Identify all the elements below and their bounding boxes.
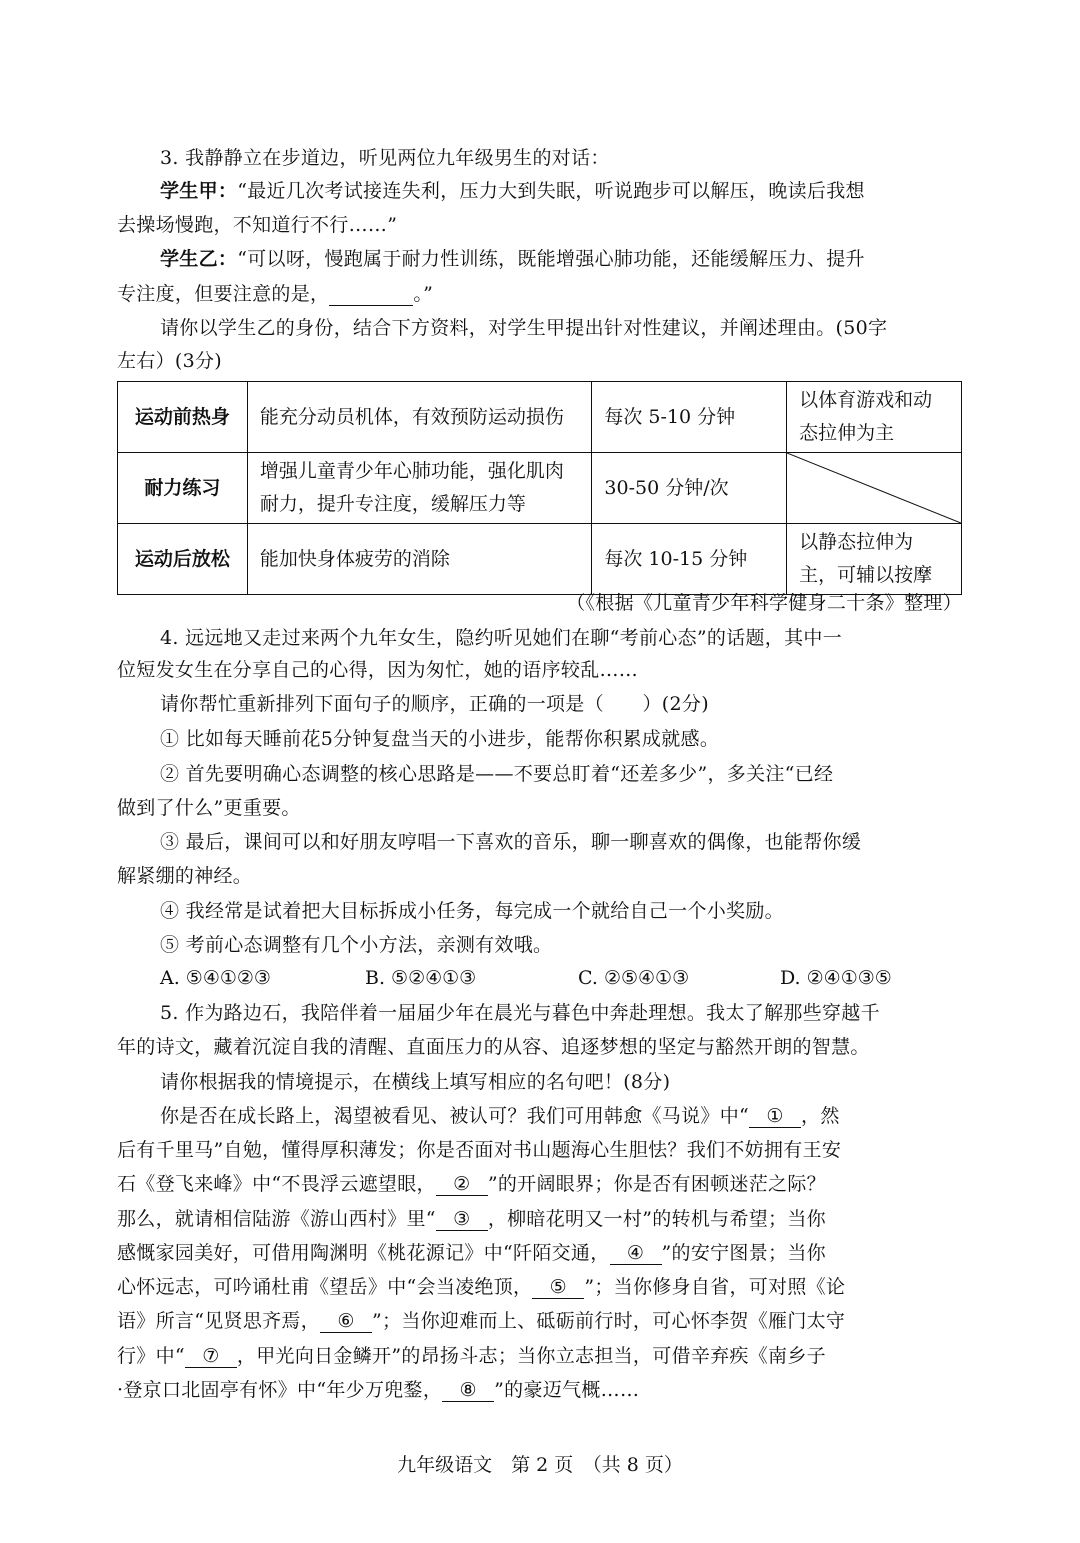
q4-sentence-3-line2: 解紧绷的神经。	[117, 865, 253, 887]
text: ”的开阔眼界；你是否有困顿迷茫之际？	[487, 1173, 826, 1195]
student-a-label: 学生甲：	[160, 180, 238, 202]
blank-7[interactable]: ⑦	[185, 1345, 237, 1368]
option-b[interactable]: B. ⑤②④①③	[365, 967, 477, 989]
q4-task: 请你帮忙重新排列下面句子的顺序，正确的一项是（ ）(2分)	[160, 693, 709, 715]
q3-student-b-line2	[117, 281, 433, 307]
q5-task: 请你根据我的情境提示，在横线上填写相应的名句吧！(8分)	[160, 1071, 671, 1093]
q4-sentence-2-line1: ② 首先要明确心态调整的核心思路是——不要总盯着“还差多少”，多关注“已经	[160, 763, 834, 785]
blank-4[interactable]: ④	[610, 1242, 662, 1265]
page-footer: 九年级语文 第 2 页 （共 8 页）	[397, 1454, 683, 1476]
q5-para-line8	[117, 1343, 826, 1369]
text: 感慨家园美好，可借用陶渊明《桃花源记》中“阡陌交通，	[117, 1242, 610, 1264]
q4-sentence-2-line2: 做到了什么”更重要。	[117, 797, 301, 819]
q4-sentence-5: ⑤ 考前心态调整有几个小方法，亲测有效哦。	[160, 934, 553, 956]
q4-sentence-3-line1: ③ 最后，课间可以和好朋友哼唱一下喜欢的音乐，聊一聊喜欢的偶像，也能帮你缓	[160, 831, 862, 853]
row-time: 每次 5-10 分钟	[592, 382, 787, 453]
student-b-line2-end: 。”	[413, 283, 434, 305]
table-row	[118, 453, 962, 524]
option-d[interactable]: D. ②④①③⑤	[780, 967, 892, 989]
row-effect: 能充分动员机体，有效预防运动损伤	[247, 382, 592, 453]
blank-8[interactable]: ⑧	[442, 1379, 494, 1402]
q3-student-a-line2: 去操场慢跑，不知道行不行……”	[117, 214, 398, 236]
row-note-empty	[787, 453, 962, 524]
text: 你是否在成长路上，渴望被看见、被认可？我们可用韩愈《马说》中“	[160, 1105, 750, 1127]
q4-line1: 4. 远远地又走过来两个九年女生，隐约听见她们在聊“考前心态”的话题，其中一	[160, 627, 842, 649]
text: ”；当你修身自省，可对照《论	[584, 1276, 846, 1298]
text: ，柳暗花明又一村”的转机与希望；当你	[487, 1208, 826, 1230]
blank-3[interactable]: ③	[436, 1208, 488, 1231]
blank-6[interactable]: ⑥	[320, 1310, 372, 1333]
exercise-table	[117, 381, 962, 595]
row-name: 耐力练习	[118, 453, 248, 524]
option-c[interactable]: C. ②⑤④①③	[578, 967, 690, 989]
diagonal-slash	[787, 453, 961, 523]
q3-task-line2: 左右）(3分)	[117, 350, 223, 372]
student-b-line2-text: 专注度，但要注意的是，	[117, 283, 330, 305]
text: 语》所言“见贤思齐焉，	[117, 1310, 321, 1332]
answer-blank[interactable]	[329, 283, 413, 306]
q5-line2: 年的诗文，藏着沉淀自我的清醒、直面压力的从容、追逐梦想的坚定与豁然开朗的智慧。	[117, 1036, 870, 1058]
row-name: 运动后放松	[118, 524, 248, 595]
table-row	[118, 382, 962, 453]
blank-2[interactable]: ②	[436, 1173, 488, 1196]
row-effect: 能加快身体疲劳的消除	[247, 524, 592, 595]
q5-para-line5	[117, 1240, 826, 1266]
q5-para-line3	[117, 1171, 826, 1197]
text: ”的安宁图景；当你	[661, 1242, 826, 1264]
text: ，然	[801, 1105, 840, 1127]
q5-para-line2: 后有千里马”自勉，懂得厚积薄发；你是否面对书山题海心生胆怯？我们不妨拥有王安	[117, 1139, 842, 1161]
text: ，甲光向日金鳞开”的昂扬斗志；当你立志担当，可借辛弃疾《南乡子	[236, 1345, 826, 1367]
row-note: 以体育游戏和动态拉伸为主	[787, 382, 962, 453]
table-row	[118, 524, 962, 595]
text: 行》中“	[117, 1345, 185, 1367]
text: 那么，就请相信陆游《游山西村》里“	[117, 1208, 436, 1230]
q3-intro: 3. 我静静立在步道边，听见两位九年级男生的对话：	[160, 147, 610, 169]
student-a-text: “最近几次考试接连失利，压力大到失眠，听说跑步可以解压，晚读后我想	[237, 180, 865, 202]
q3-student-a-line1	[160, 178, 865, 204]
row-time: 30-50 分钟/次	[592, 453, 787, 524]
q4-sentence-1: ① 比如每天睡前花5分钟复盘当天的小进步，能帮你积累成就感。	[160, 728, 720, 750]
q5-line1: 5. 作为路边石，我陪伴着一届届少年在晨光与暮色中奔赴理想。我太了解那些穿越千	[160, 1002, 880, 1024]
q5-para-line4	[117, 1206, 826, 1232]
q4-line2: 位短发女生在分享自己的心得，因为匆忙，她的语序较乱……	[117, 659, 639, 681]
option-a[interactable]: A. ⑤④①②③	[160, 967, 271, 989]
text: ”；当你迎难而上、砥砺前行时，可心怀李贺《雁门太守	[372, 1310, 846, 1332]
text: ”的豪迈气概……	[494, 1379, 640, 1401]
q5-para-line9	[117, 1377, 639, 1403]
table-source: （《根据《儿童青少年科学健身二十条》整理）	[566, 592, 962, 614]
text: 心怀远志，可吟诵杜甫《望岳》中“会当凌绝顶，	[117, 1276, 533, 1298]
student-b-label: 学生乙：	[160, 248, 238, 270]
row-effect: 增强儿童青少年心肺功能，强化肌肉耐力，提升专注度，缓解压力等	[247, 453, 592, 524]
row-note: 以静态拉伸为主，可辅以按摩	[787, 524, 962, 595]
blank-5[interactable]: ⑤	[532, 1276, 584, 1299]
q3-student-b-line1	[160, 246, 865, 272]
row-time: 每次 10-15 分钟	[592, 524, 787, 595]
q3-task-line1: 请你以学生乙的身份，结合下方资料，对学生甲提出针对性建议，并阐述理由。(50字	[160, 317, 888, 339]
q5-para-line1	[160, 1103, 840, 1129]
q5-para-line7	[117, 1308, 845, 1334]
text: 石《登飞来峰》中“不畏浮云遮望眼，	[117, 1173, 436, 1195]
blank-1[interactable]: ①	[749, 1105, 801, 1128]
q4-sentence-4: ④ 我经常是试着把大目标拆成小任务，每完成一个就给自己一个小奖励。	[160, 900, 784, 922]
q5-para-line6	[117, 1274, 845, 1300]
student-b-text: “可以呀，慢跑属于耐力性训练，既能增强心肺功能，还能缓解压力、提升	[237, 248, 865, 270]
text: ·登京口北固亭有怀》中“年少万兜鍪，	[117, 1379, 443, 1401]
row-name: 运动前热身	[118, 382, 248, 453]
